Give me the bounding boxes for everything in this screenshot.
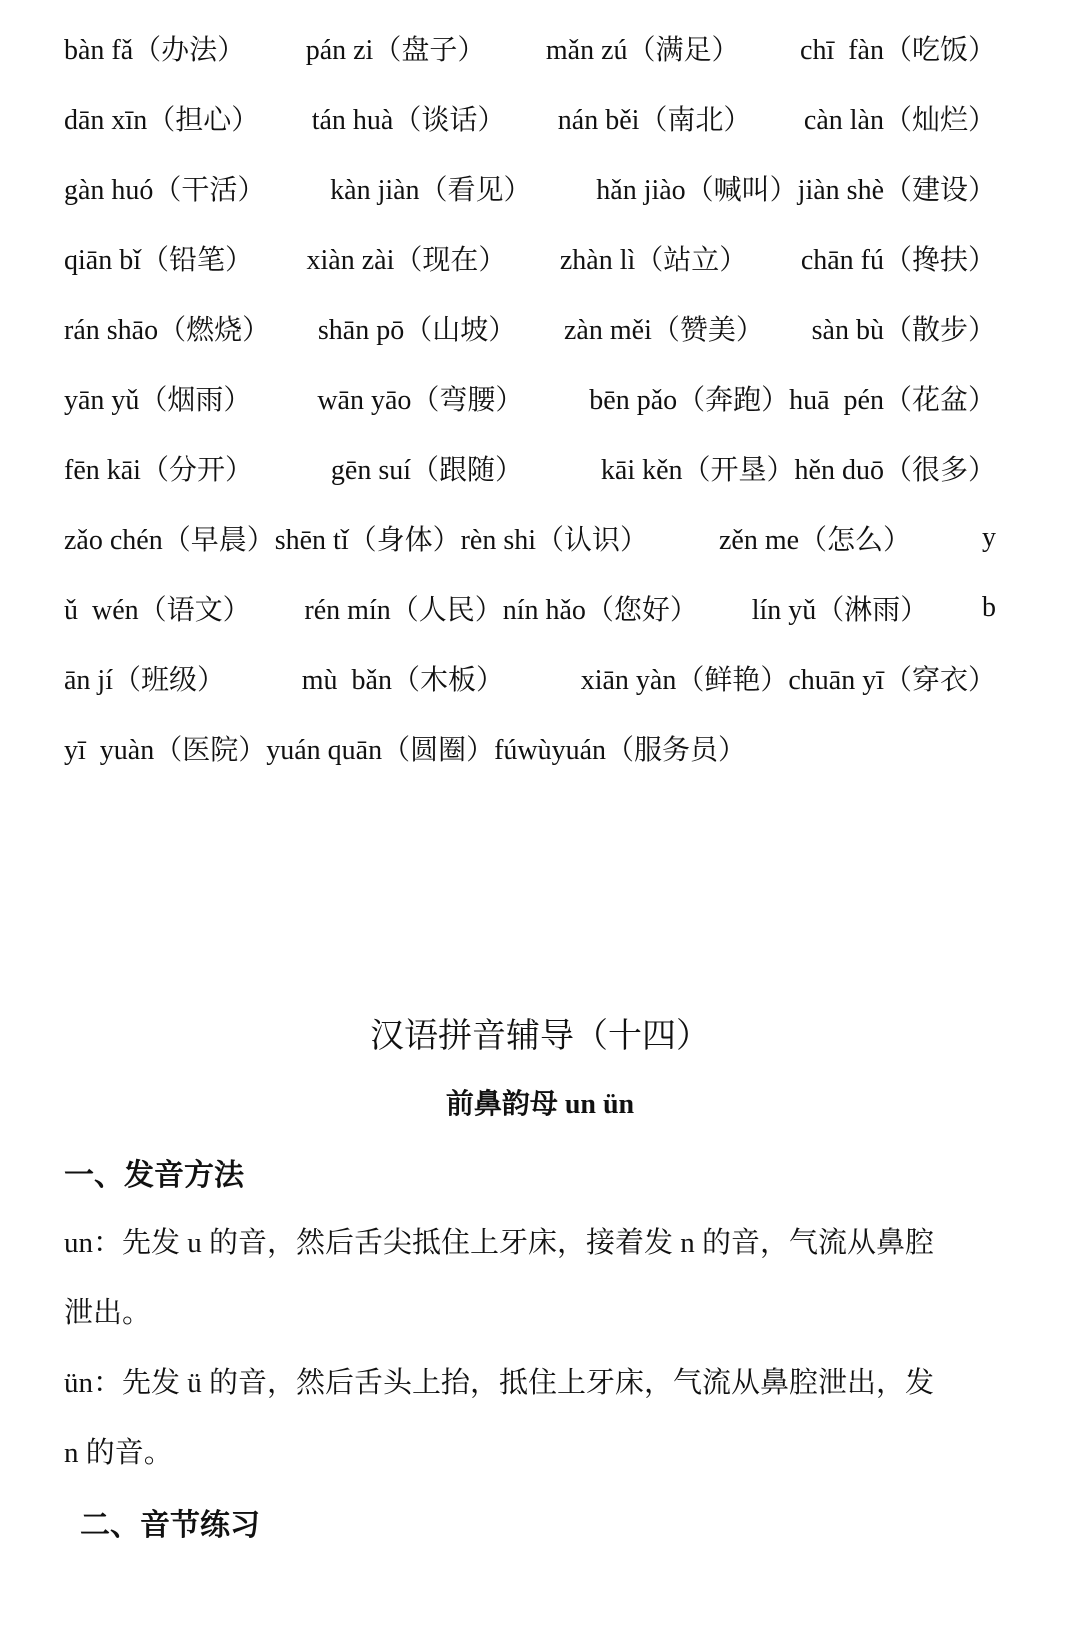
vocab-item: rén mín（人民）nín hǎo（您好） — [304, 595, 698, 626]
paragraph-line: 泄出。 — [64, 1297, 152, 1329]
vocab-item: bàn fǎ（办法） — [64, 35, 246, 66]
vocab-item: nán běi（南北） — [557, 105, 752, 136]
vocab-row — [64, 28, 996, 68]
vocab-item: gàn huó（干活） — [64, 175, 266, 206]
section-heading-pronunciation: 一、发音方法 — [64, 1159, 244, 1192]
vocab-item: kàn jiàn（看见） — [330, 175, 532, 206]
section-heading-syllable-practice: 二、音节练习 — [80, 1509, 260, 1542]
vocab-item: zǎo chén（早晨）shēn tǐ（身体）rèn shi（认识） — [64, 525, 649, 556]
vocab-row — [64, 658, 996, 698]
subtitle: 前鼻韵母 un ün — [445, 1089, 635, 1120]
vocab-item: yān yǔ（烟雨） — [64, 385, 252, 416]
vocab-item: càn làn（灿烂） — [803, 105, 996, 136]
vocab-row — [64, 448, 996, 488]
vocab-row — [64, 588, 996, 628]
vocab-item: pán zi（盘子） — [305, 35, 486, 66]
vocab-row — [64, 728, 996, 768]
vocab-item: mǎn zú（满足） — [545, 35, 740, 66]
vocab-item: gēn suí（跟随） — [330, 455, 523, 486]
vocab-item: sàn bù（散步） — [811, 315, 996, 346]
vocab-item: chī fàn（吃饭） — [800, 35, 996, 66]
vocab-item: xiān yàn（鲜艳）chuān yī（穿衣） — [580, 665, 996, 696]
vocab-item: shān pō（山坡） — [317, 315, 517, 346]
vocab-item: kāi kěn（开垦）hěn duō（很多） — [600, 455, 996, 486]
vocab-item: qiān bǐ（铅笔） — [64, 245, 253, 276]
vocab-row — [64, 308, 996, 348]
vocab-item: zěn me（怎么） — [718, 525, 912, 556]
paragraph-line: n 的音。 — [64, 1437, 173, 1469]
vocab-item: wān yāo（弯腰） — [317, 385, 524, 416]
page-title: 汉语拼音辅导（十四） — [370, 1018, 710, 1055]
vocab-item: y — [981, 522, 996, 553]
paragraph-line: un：先发 u 的音，然后舌尖抵住上牙床，接着发 n 的音，气流从鼻腔 — [64, 1227, 935, 1259]
vocab-item: dān xīn（担心） — [64, 105, 260, 136]
vocab-item: hǎn jiào（喊叫）jiàn shè（建设） — [596, 175, 996, 206]
vocab-item: mù bǎn（木板） — [301, 665, 504, 696]
vocab-item: tán huà（谈话） — [311, 105, 506, 136]
vocab-item: lín yǔ（淋雨） — [751, 595, 929, 626]
vocab-row — [64, 518, 996, 558]
paragraph-line: ün：先发 ü 的音，然后舌头上抬，抵住上牙床，气流从鼻腔泄出，发 — [64, 1367, 935, 1399]
vocab-item: zhàn lì（站立） — [559, 245, 748, 276]
vocab-item: chān fú（搀扶） — [800, 245, 996, 276]
vocab-row — [64, 98, 996, 138]
vocab-item: b — [982, 592, 996, 623]
vocab-row — [64, 168, 996, 208]
vocab-item: fēn kāi（分开） — [64, 455, 253, 486]
vocab-row — [64, 238, 996, 278]
vocab-item: zàn měi（赞美） — [564, 315, 764, 346]
vocab-item: bēn pǎo（奔跑）huā pén（花盆） — [589, 385, 996, 416]
vocab-row — [64, 378, 996, 418]
vocab-item: ān jí（班级） — [64, 665, 225, 696]
vocab-item: xiàn zài（现在） — [306, 245, 507, 276]
vocab-item: ǔ wén（语文） — [64, 595, 251, 626]
vocab-item: yī yuàn（医院）yuán quān（圆圈）fúwùyuán（服务员） — [64, 735, 747, 766]
vocab-item: rán shāo（燃烧） — [64, 315, 271, 346]
